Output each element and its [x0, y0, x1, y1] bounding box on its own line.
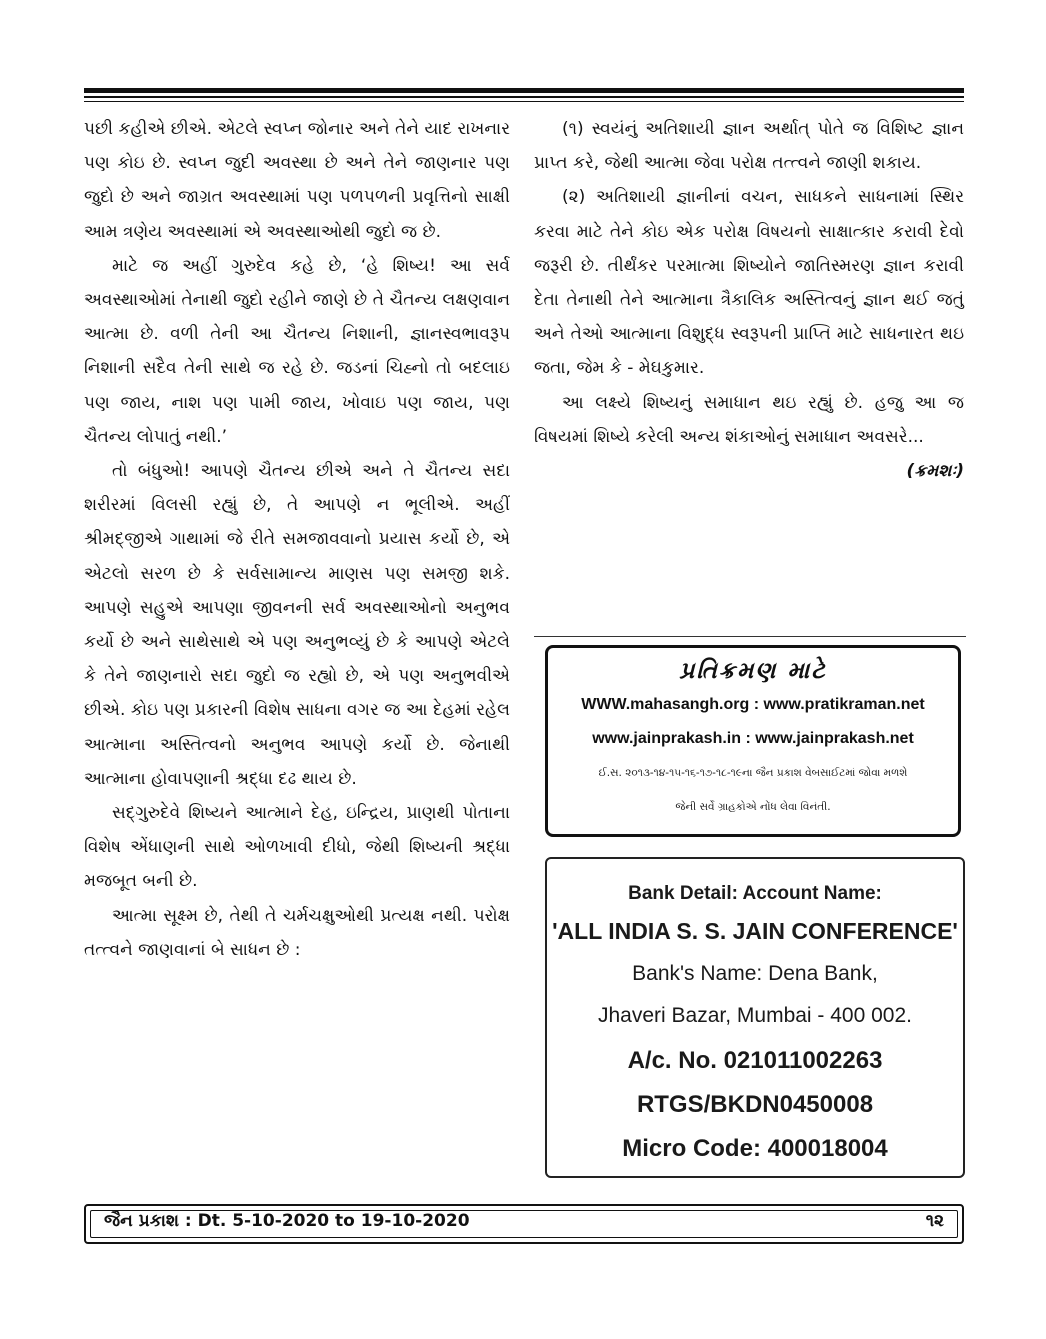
micro-code: Micro Code: 400018004: [622, 1135, 888, 1162]
right-paragraph-3: [534, 386, 964, 482]
bank-detail-box: [545, 857, 965, 1178]
page-number: ૧૨: [925, 1211, 944, 1231]
top-rule-thin: [84, 96, 964, 98]
left-paragraph-4: સદ્‌ગુરુદેવે શિષ્યને આત્માને દેહ, ઇન્દ્રિય, પ્રાણથી પોતાના વિશેષ એંધાણની સાથે ઓળખાવી દીધો, જેથી શિષ્યની શ્રદ્ધા મજબૂત બની છે.: [84, 803, 510, 892]
left-column: [84, 112, 510, 967]
continued-label: (ક્રમશઃ): [906, 461, 964, 482]
left-paragraph-2: માટે જ અહીં ગુરુદેવ કહે છે, ‘હે શિષ્ય! આ સર્વ અવસ્થાઓમાં તેનાથી જુદો રહીને જાણે છે તે ચૈતન્ય લક્ષણવાન આત્મા છે. વળી તેની આ ચૈતન્ય નિશાની, જ્ઞાનસ્વભાવરૂપ નિશાની સદૈવ તેની સાથે જ રહે છે. જડનાં ચિહ્નો તો બદલાઇ પણ જાય, નાશ પણ પામી જાય, ખોવાઇ પણ જાય, પણ ચૈતન્ય લોપાતું નથી.’: [84, 255, 510, 447]
left-paragraph-5: આત્મા સૂક્ષ્મ છે, તેથી તે ચર્મચક્ષુઓથી પ્રત્યક્ષ નથી. પરોક્ષ તત્ત્વને જાણવાનાં બે સાધન છે :: [84, 905, 510, 960]
right-column: [534, 112, 964, 488]
pratikraman-box: [545, 645, 961, 837]
top-rule-thick: [84, 88, 964, 93]
footer-publication-date: જૈન પ્રકાશ : Dt. 5-10-2020 to 19-10-2020: [104, 1211, 470, 1231]
bank-name: Bank's Name: Dena Bank,: [632, 962, 878, 985]
website-links-2: www.jainprakash.in : www.jainprakash.net: [592, 730, 914, 747]
account-name: 'ALL INDIA S. S. JAIN CONFERENCE': [552, 918, 958, 944]
right-paragraph-1: (૧) સ્વયંનું અતિશાયી જ્ઞાન અર્થાત્ પોતે જ વિશિષ્ટ જ્ઞાન પ્રાપ્ત કરે, જેથી આત્મા જેવા પરોક્ષ તત્ત્વને જાણી શકાય.: [534, 119, 964, 174]
footer: [84, 1204, 964, 1244]
pratikraman-note-1: ઈ.સ. ૨૦૧૩-૧૪-૧૫-૧૬-૧૭-૧૮-૧૯ના જૈન પ્રકાશ વેબસાઈટમાં જોવા મળશે: [598, 767, 908, 779]
account-number: A/c. No. 021011002263: [627, 1047, 883, 1074]
bank-address: Jhaveri Bazar, Mumbai - 400 002.: [598, 1004, 912, 1027]
left-paragraph-3: તો બંધુઓ! આપણે ચૈતન્ય છીએ અને તે ચૈતન્ય સદા શરીરમાં વિલસી રહ્યું છે, તે આપણે ન ભૂલીએ. અહીં શ્રીમદ્જીએ ગાથામાં જે રીતે સમજાવવાનો પ્રયાસ કર્યો છે, એ એટલો સરળ છે કે સર્વસામાન્ય માણસ પણ સમજી શકે. આપણે સહુએ આપણા જીવનની સર્વ અવસ્થાઓનો અનુભવ કર્યો છે અને સાથેસાથે એ પણ અનુભવ્યું છે કે આપણે એટલે કે તેને જાણનારો સદા જુદો જ રહ્યો છે, એ પણ અનુભવીએ છીએ. કોઇ પણ પ્રકારની વિશેષ સાધના વગર જ આ દેહમાં રહેલ આત્માના અસ્તિત્વનો અનુભવ આપણે કર્યો છે. જેનાથી આત્માના હોવાપણાની શ્રદ્ધા દઢ થાય છે.: [84, 461, 510, 789]
right-column-divider: [534, 636, 966, 637]
website-links-1: WWW.mahasangh.org : www.pratikraman.net: [581, 696, 925, 713]
top-rule-hairline: [84, 101, 964, 102]
right-paragraph-3-text: આ લક્ષ્યે શિષ્યનું સમાધાન થઇ રહ્યું છે. હજુ આ જ વિષયમાં શિષ્યે કરેલી અન્ય શંકાઓનું સમાધાન અવસરે...: [534, 392, 964, 447]
pratikraman-links: [548, 688, 958, 756]
left-paragraph-1: પછી કહીએ છીએ. એટલે સ્વપ્ન જોનાર અને તેને યાદ રાખનાર પણ કોઇ છે. સ્વપ્ન જુદી અવસ્થા છે અને તેને જાણનાર પણ જુદો છે અને જાગ્રત અવસ્થામાં પણ પળપળની પ્રવૃત્તિનો સાક્ષી આમ ત્રણેય અવસ્થામાં એ અવસ્થાઓથી જુદો જ છે.: [84, 119, 510, 242]
bank-detail-heading: Bank Detail: Account Name:: [628, 883, 882, 904]
pratikraman-note-2: જેની સર્વે ગ્રાહકોએ નોંધ લેવા વિનંતી.: [675, 801, 831, 813]
right-paragraph-2: (૨) અતિશાયી જ્ઞાનીનાં વચન, સાધકને સાધનામાં સ્થિર કરવા માટે તેને કોઇ એક પરોક્ષ વિષયનો સાક્ષાત્કાર કરાવી દેવો જરૂરી છે. તીર્થંકર પરમાત્મા શિષ્યોને જાતિસ્મરણ જ્ઞાન કરાવી દેતા તેનાથી તેને આત્માના ત્રૈકાલિક અસ્તિત્વનું જ્ઞાન થઈ જતું અને તેઓ આત્માના વિશુદ્ધ સ્વરૂપની પ્રાપ્તિ માટે સાધનારત થઇ જતા, જેમ કે - મેઘકુમાર.: [534, 187, 964, 379]
rtgs-code: RTGS/BKDN0450008: [636, 1091, 874, 1118]
pratikraman-title: પ્રતિક્રમણ માટે: [679, 658, 827, 684]
